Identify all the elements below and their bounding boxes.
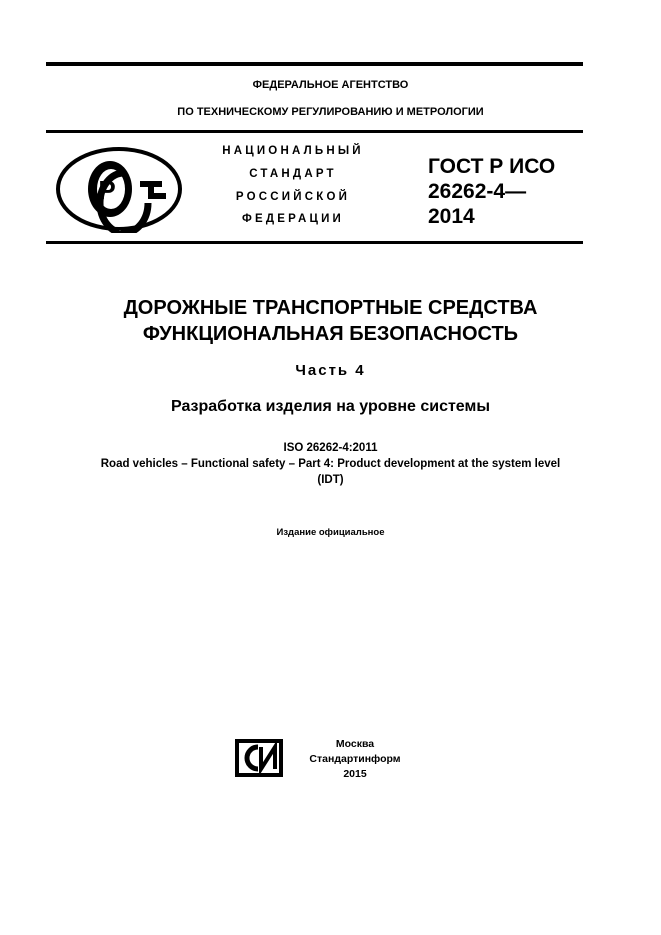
standard-code-line-2: 26262-4— — [428, 180, 527, 203]
publication-year: 2015 — [343, 768, 367, 780]
standartinform-logo — [234, 738, 284, 778]
iso-english-title: Road vehicles – Functional safety – Part 4: Product development at the system level — [100, 458, 561, 470]
agency-line-1: ФЕДЕРАЛЬНОЕ АГЕНТСТВО — [252, 79, 409, 91]
part-number: Часть 4 — [295, 362, 366, 379]
top-rule — [46, 62, 583, 66]
standard-code-line-1: ГОСТ Р ИСО — [428, 155, 556, 178]
publisher-logo-text: СИ — [259, 776, 261, 777]
gost-r-logo — [54, 145, 184, 233]
publisher-name: Стандартинформ — [309, 753, 401, 765]
gost-r-logo-icon — [54, 145, 184, 233]
standard-word-1: НАЦИОНАЛЬНЫЙ — [222, 145, 364, 157]
agency-line-2: ПО ТЕХНИЧЕСКОМУ РЕГУЛИРОВАНИЮ И МЕТРОЛОГИИ — [177, 106, 484, 118]
standard-word-4: ФЕДЕРАЦИИ — [241, 213, 345, 225]
standard-word-3: РОССИЙСКОЙ — [235, 191, 351, 203]
gost-logo-text: РСТ — [119, 231, 121, 232]
standard-block-rule — [46, 241, 583, 244]
title-line-1: ДОРОЖНЫЕ ТРАНСПОРТНЫЕ СРЕДСТВА — [123, 297, 538, 319]
svg-text:Р: Р — [98, 175, 116, 205]
iso-number: ISO 26262-4:2011 — [283, 442, 378, 454]
iso-equivalence: (IDT) — [317, 474, 344, 486]
document-subtitle: Разработка изделия на уровне системы — [171, 398, 490, 415]
standartinform-logo-icon — [234, 738, 284, 778]
publisher-city: Москва — [335, 738, 375, 750]
standard-word-2: СТАНДАРТ — [249, 168, 337, 180]
header-rule — [46, 130, 583, 133]
official-edition: Издание официальное — [276, 527, 385, 538]
standard-code-line-3: 2014 — [428, 205, 475, 228]
title-line-2: ФУНКЦИОНАЛЬНАЯ БЕЗОПАСНОСТЬ — [142, 323, 519, 345]
